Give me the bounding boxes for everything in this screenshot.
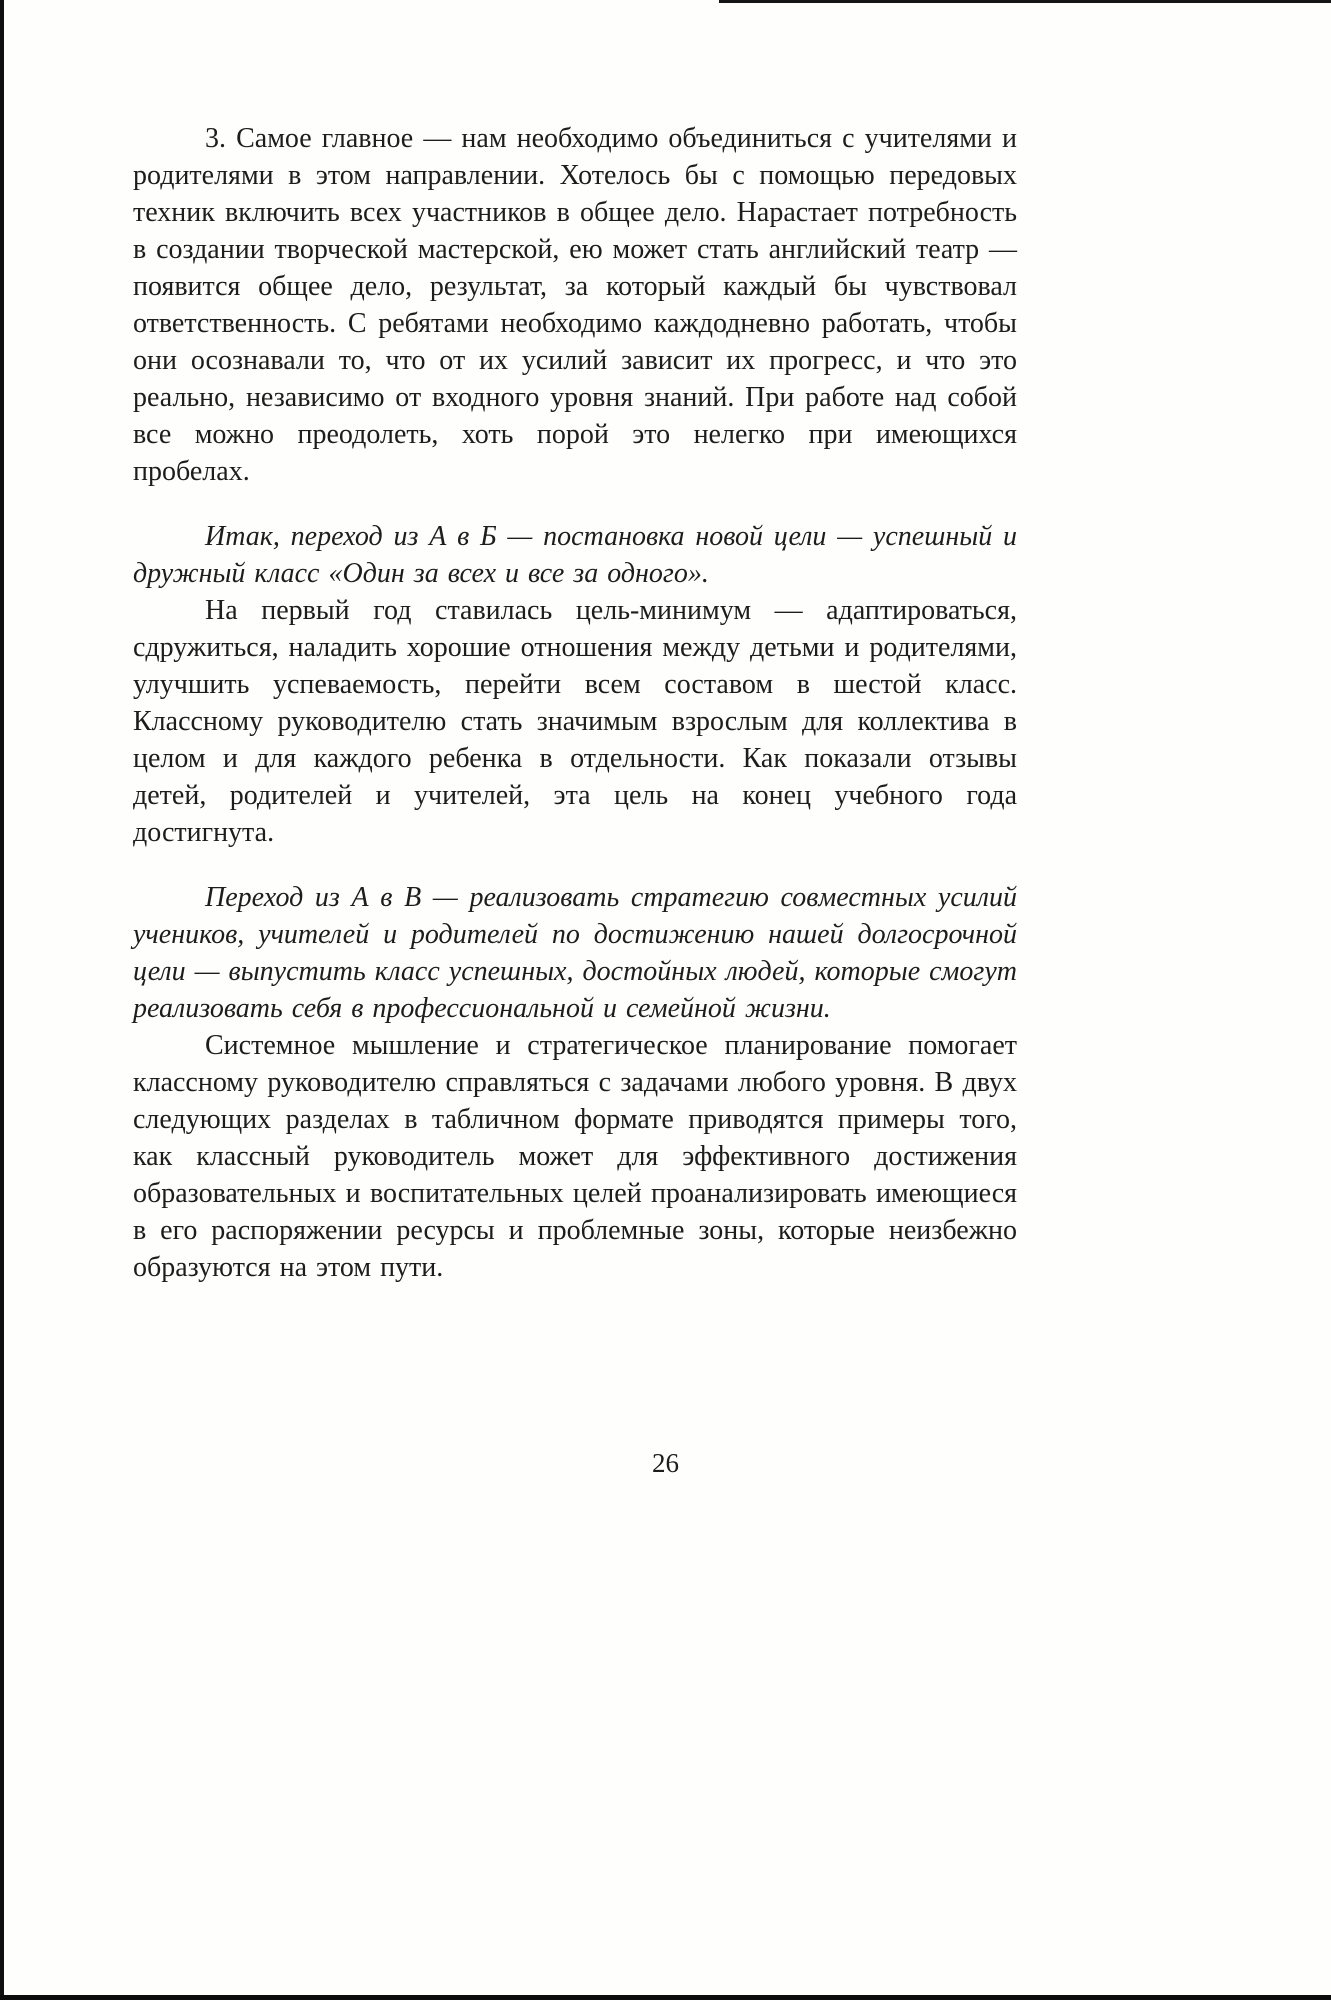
scan-edge-top <box>719 0 1331 3</box>
paragraph-italic: Итак, переход из А в Б — постановка новой цели — успешный и дружный класс «Один за всех и все за одного». <box>133 521 1017 589</box>
scan-edge-bottom <box>0 1995 1331 2000</box>
paragraph: Системное мышление и стратегическое планирование помогает классному руководителю справляться с задачами любого уровня. В двух следующих разделах в табличном формате приводятся примеры того, как классный руководитель может для эффективного достижения образовательных и воспитательных целей проанализировать имеющиеся в его распоряжении ресурсы и проблемные зоны, которые неизбежно образуются на этом пути. <box>133 1030 1017 1283</box>
paragraph-italic: Переход из А в В — реализовать стратегию совместных усилий учеников, учителей и родителей по достижению нашей долгосрочной цели — выпустить класс успешных, достойных людей, которые смогут реализовать себя в профессиональной и семейной жизни. <box>133 882 1017 1024</box>
paragraph: На первый год ставилась цель-минимум — адаптироваться, сдружиться, наладить хорошие отношения между детьми и родителями, улучшить успеваемость, перейти всем составом в шестой класс. Классному руководителю стать значимым взрослым для коллектива в целом и для каждого ребенка в отдельности. Как показали отзывы детей, родителей и учителей, эта цель на конец учебного года достигнута. <box>133 595 1017 848</box>
paragraph: 3. Самое главное — нам необходимо объединиться с учителями и родителями в этом направлении. Хотелось бы с помощью передовых техник включить всех участников в общее дело. Нарастает потребность в создании творческой мастерской, ею может стать английский театр — появится общее дело, результат, за который каждый бы чувствовал ответственность. С ребятами необходимо каждодневно работать, чтобы они осознавали то, что от их усилий зависит их прогресс, и что это реально, независимо от входного уровня знаний. При работе над собой все можно преодолеть, хоть порой это нелегко при имеющихся пробелах. <box>133 123 1017 487</box>
page-text-block <box>133 120 1017 1286</box>
scan-edge-left <box>0 0 4 2000</box>
page-number: 26 <box>652 1448 679 1478</box>
